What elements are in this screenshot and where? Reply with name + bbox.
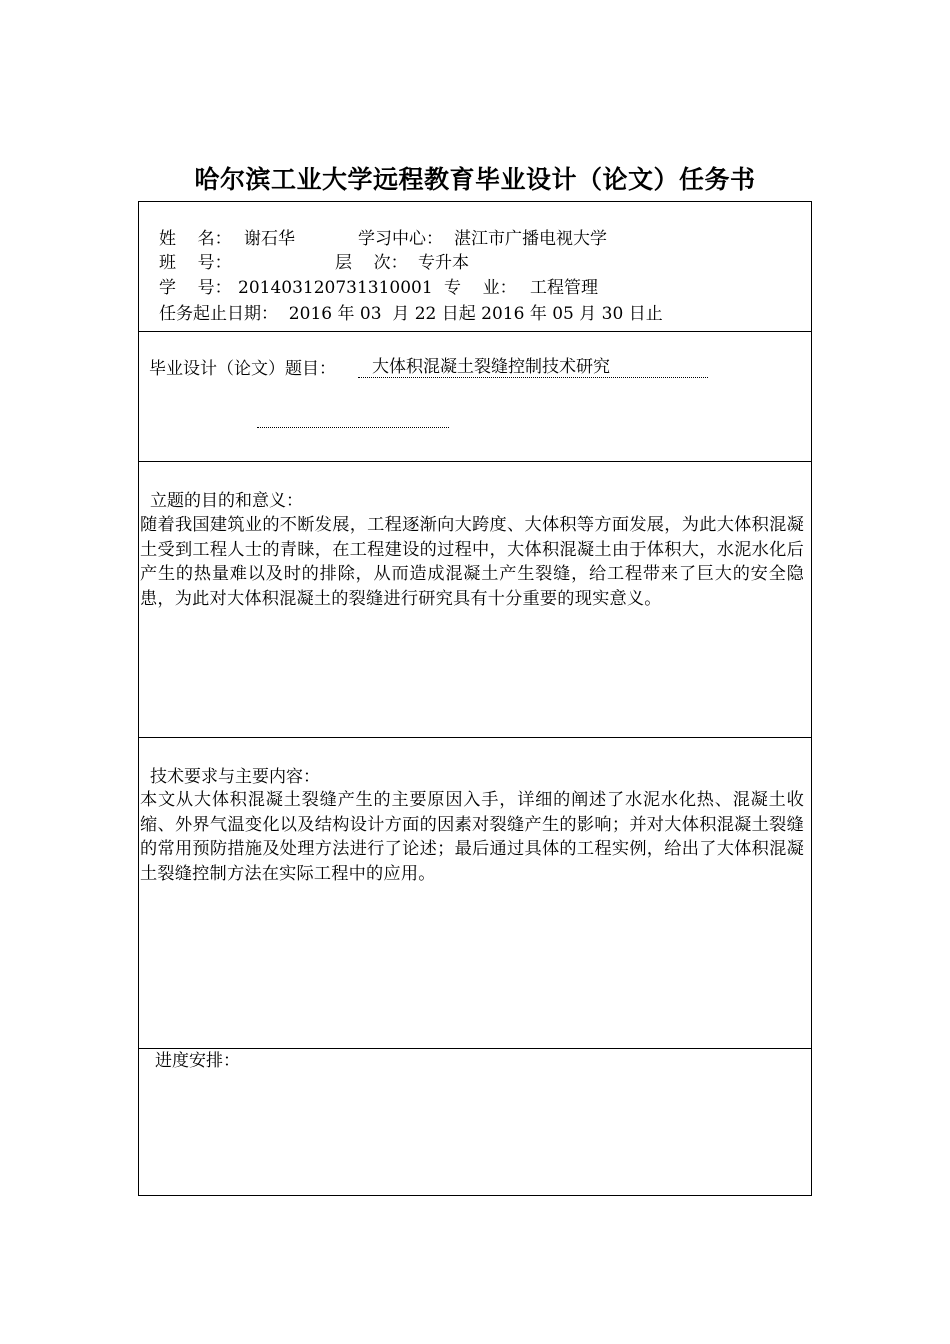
id-label: 学 号：: [159, 278, 232, 298]
center-value: 湛江市广播电视大学: [454, 229, 607, 249]
divider-2: [139, 461, 811, 462]
divider-3: [139, 737, 811, 738]
task-period: 任务起止日期： 2016 年 03 月 22 日起 2016 年 05 月 30 日止: [159, 304, 663, 324]
name-value: 谢石华: [244, 229, 295, 249]
center-label: 学习中心：: [358, 229, 443, 249]
document-title: 哈尔滨工业大学远程教育毕业设计（论文）任务书: [194, 165, 756, 194]
major-label: 专 业：: [444, 278, 517, 298]
topic-label: 毕业设计（论文）题目：: [149, 359, 336, 379]
requirements-heading: 技术要求与主要内容：: [150, 767, 320, 787]
topic-value: 大体积混凝土裂缝控制技术研究: [358, 357, 708, 378]
name-label: 姓 名：: [159, 229, 232, 249]
schedule-heading: 进度安排：: [155, 1051, 240, 1071]
level-value: 专升本: [418, 253, 469, 273]
major-value: 工程管理: [530, 278, 598, 298]
level-label: 层 次：: [335, 253, 408, 273]
purpose-heading: 立题的目的和意义：: [150, 491, 303, 511]
topic-blank-line: [257, 427, 449, 428]
class-label: 班 号：: [159, 253, 232, 273]
task-form-table: [138, 201, 812, 1196]
id-value: 201403120731310001: [238, 278, 433, 298]
requirements-body: 本文从大体积混凝土裂缝产生的主要原因入手，详细的阐述了水泥水化热、混凝土收缩、外界气温变化以及结构设计方面的因素对裂缝产生的影响；并对大体积混凝土裂缝的常用预防措施及处理方法进行了论述；最后通过具体的工程实例，给出了大体积混凝土裂缝控制方法在实际工程中的应用。: [140, 790, 804, 884]
purpose-body: 随着我国建筑业的不断发展，工程逐渐向大跨度、大体积等方面发展，为此大体积混凝土受到工程人士的青睐，在工程建设的过程中，大体积混凝土由于体积大，水泥水化后产生的热量难以及时的排除，从而造成混凝土产生裂缝，给工程带来了巨大的安全隐患，为此对大体积混凝土的裂缝进行研究具有十分重要的现实意义。: [140, 515, 804, 609]
divider-1: [139, 331, 811, 332]
